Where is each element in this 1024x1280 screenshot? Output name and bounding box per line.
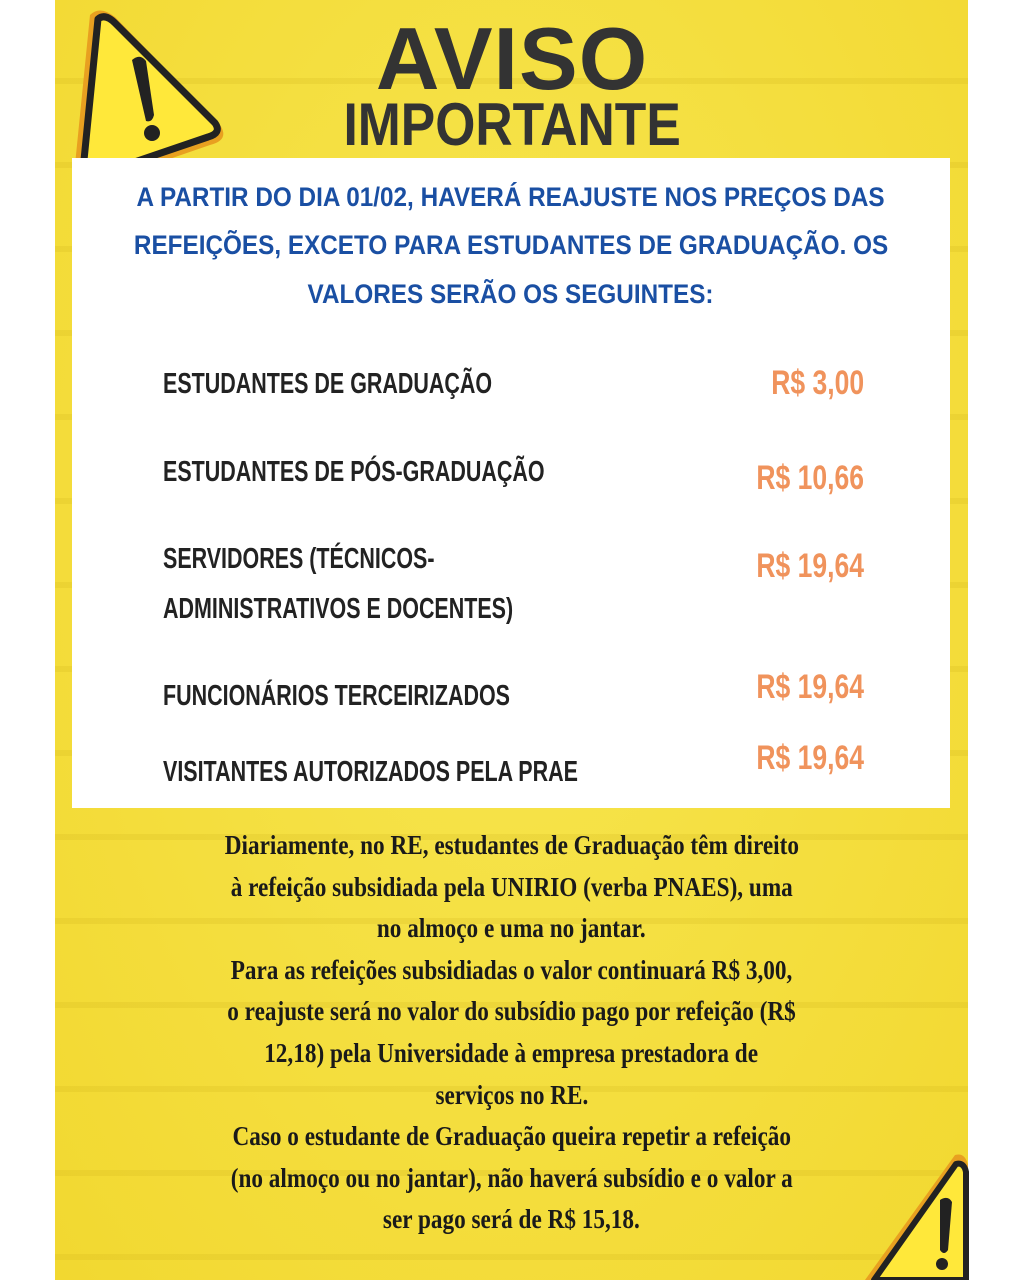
price-value: R$ 10,66 (756, 459, 864, 497)
price-value: R$ 3,00 (771, 364, 864, 402)
notes-line: ser pago será de R$ 15,18. (383, 1204, 640, 1235)
price-value: R$ 19,64 (756, 668, 864, 706)
notes-line: o reajuste será no valor do subsídio pago por refeição (R$ (227, 996, 796, 1027)
intro-line: REFEIÇÕES, EXCETO PARA ESTUDANTES DE GRADUAÇÃO. OS (133, 230, 889, 260)
intro-line: A PARTIR DO DIA 01/02, HAVERÁ REAJUSTE NOS PREÇOS DAS (136, 182, 886, 212)
title: AVISO (375, 9, 649, 108)
intro-line: VALORES SERÃO OS SEGUINTES: (308, 279, 714, 309)
subtitle: IMPORTANTE (343, 91, 681, 158)
price-label: ADMINISTRATIVOS E DOCENTES) (163, 593, 514, 625)
notes-line: Para as refeições subsidiadas o valor continuará R$ 3,00, (230, 954, 793, 985)
price-label: ESTUDANTES DE PÓS-GRADUAÇÃO (163, 456, 545, 488)
price-value: R$ 19,64 (756, 547, 864, 585)
price-value: R$ 19,64 (756, 739, 864, 777)
notes-line: serviços no RE. (435, 1079, 588, 1110)
price-label: FUNCIONÁRIOS TERCEIRIZADOS (163, 680, 510, 712)
notes-line: no almoço e uma no jantar. (377, 913, 646, 944)
notes-line: 12,18) pela Universidade à empresa prestadora de (264, 1038, 759, 1068)
notes-line: (no almoço ou no jantar), não haverá subsídio e o valor a (230, 1162, 793, 1193)
notes-line: Caso o estudante de Graduação queira repetir a refeição (232, 1121, 791, 1152)
notes-line: Diariamente, no RE, estudantes de Graduação têm direito (224, 830, 799, 860)
notes-line: à refeição subsidiada pela UNIRIO (verba PNAES), uma (230, 871, 793, 902)
price-label: SERVIDORES (TÉCNICOS- (163, 543, 435, 575)
price-label: ESTUDANTES DE GRADUAÇÃO (163, 368, 493, 400)
price-label: VISITANTES AUTORIZADOS PELA PRAE (163, 756, 578, 788)
